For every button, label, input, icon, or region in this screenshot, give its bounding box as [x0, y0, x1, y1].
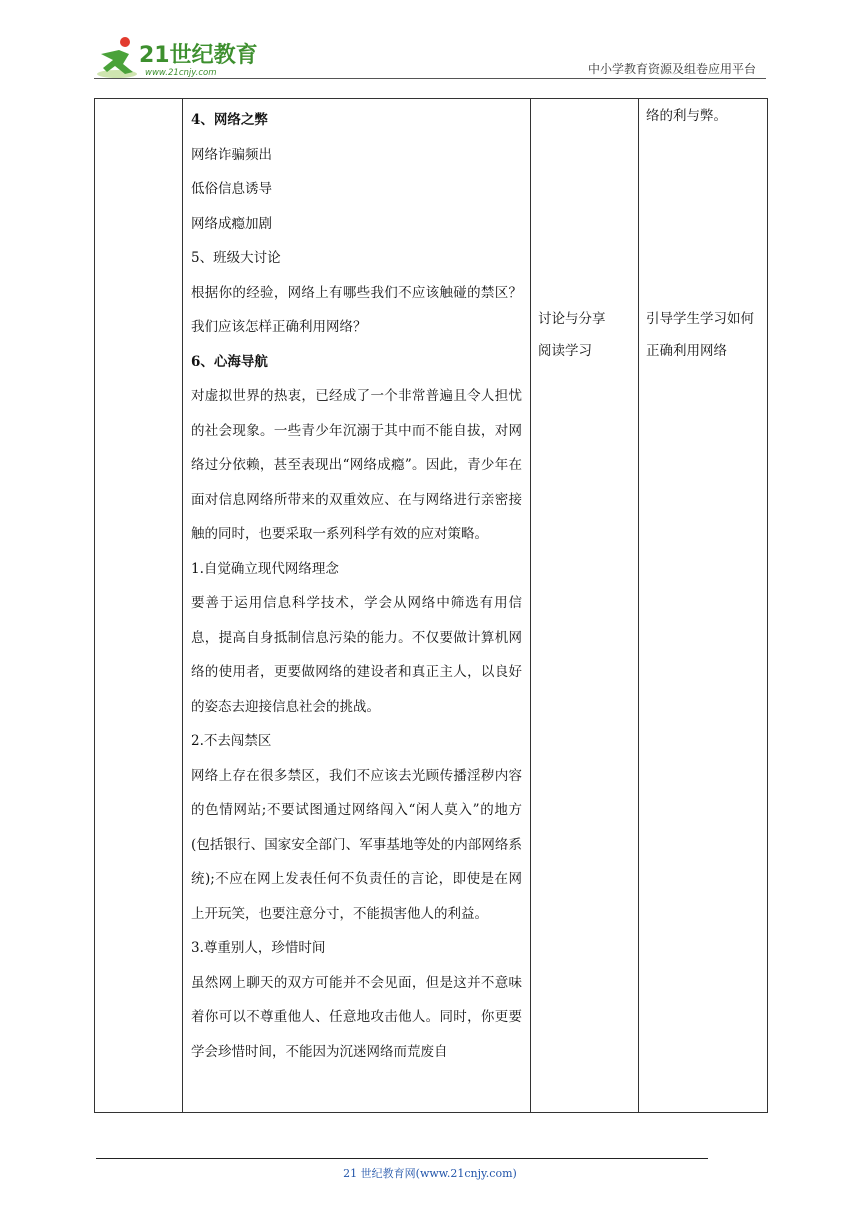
content-paragraph: 网络诈骗频出	[191, 146, 272, 163]
column-intent	[639, 99, 768, 1113]
content-paragraph: 低俗信息诱导	[191, 181, 272, 197]
content-paragraph: 3.尊重别人，珍惜时间	[191, 940, 326, 956]
lesson-table	[94, 98, 768, 1113]
content-paragraph: 根据你的经验，网络上有哪些我们不应该触碰的禁区？我们应该怎样正确利用网络？	[191, 284, 522, 335]
content-paragraph: 网络上存在很多禁区，我们不应该去光顾传播淫秽内容的色情网站;不要试图通过网络闯入“闲人莫入”的地方(包括银行、国家安全部门、军事基地等处的内部网络系统);不应在网上发表任何不负责任的言论，即使是在网上开玩笑，也要注意分寸，不能损害他人的利益。	[191, 767, 522, 922]
student-activity	[538, 303, 606, 367]
intent-middle: 引导学生学习如何正确利用网络	[646, 311, 754, 359]
column-blank	[95, 99, 183, 1113]
header-divider	[94, 78, 766, 79]
footer-text: 21 世纪教育网(www.21cnjy.com)	[343, 1167, 517, 1180]
column-activity	[531, 99, 639, 1113]
content-paragraph: 网络成瘾加剧	[191, 215, 272, 232]
logo-url: www.21cnjy.com	[145, 68, 217, 78]
content-paragraph: 1.自觉确立现代网络理念	[191, 560, 339, 577]
section-heading: 4、网络之弊	[191, 112, 268, 128]
content-paragraph: 2.不去闯禁区	[191, 733, 272, 749]
activity-discuss: 讨论与分享	[538, 311, 606, 327]
section-heading: 6、心海导航	[191, 353, 268, 370]
column-content	[183, 99, 531, 1113]
logo-text: 21世纪教育	[139, 43, 258, 68]
site-logo	[95, 34, 265, 80]
platform-name: 中小学教育资源及组卷应用平台	[587, 62, 756, 76]
content-body	[183, 99, 530, 1069]
content-paragraph: 要善于运用信息科学技术，学会从网络中筛选有用信息，提高自身抵制信息污染的能力。不仅要做计算机网络的使用者，更要做网络的建设者和真正主人，以良好的姿态去迎接信息社会的挑战。	[191, 595, 522, 715]
activity-read: 阅读学习	[538, 343, 592, 359]
intent-top: 络的利与弊。	[646, 108, 727, 124]
content-paragraph: 对虚拟世界的热衷，已经成了一个非常普遍且令人担忧的社会现象。一些青少年沉溺于其中而不能自拔，对网络过分依赖，甚至表现出“网络成瘾”。因此，青少年在面对信息网络所带来的双重效应、在与网络进行亲密接触的同时，也要采取一系列科学有效的应对策略。	[191, 388, 522, 542]
footer-divider	[96, 1158, 708, 1159]
content-paragraph: 5、班级大讨论	[191, 250, 281, 266]
content-paragraph: 虽然网上聊天的双方可能并不会见面，但是这并不意味着你可以不尊重他人、任意地攻击他人。同时，你更要学会珍惜时间，不能因为沉迷网络而荒废自	[191, 974, 522, 1060]
